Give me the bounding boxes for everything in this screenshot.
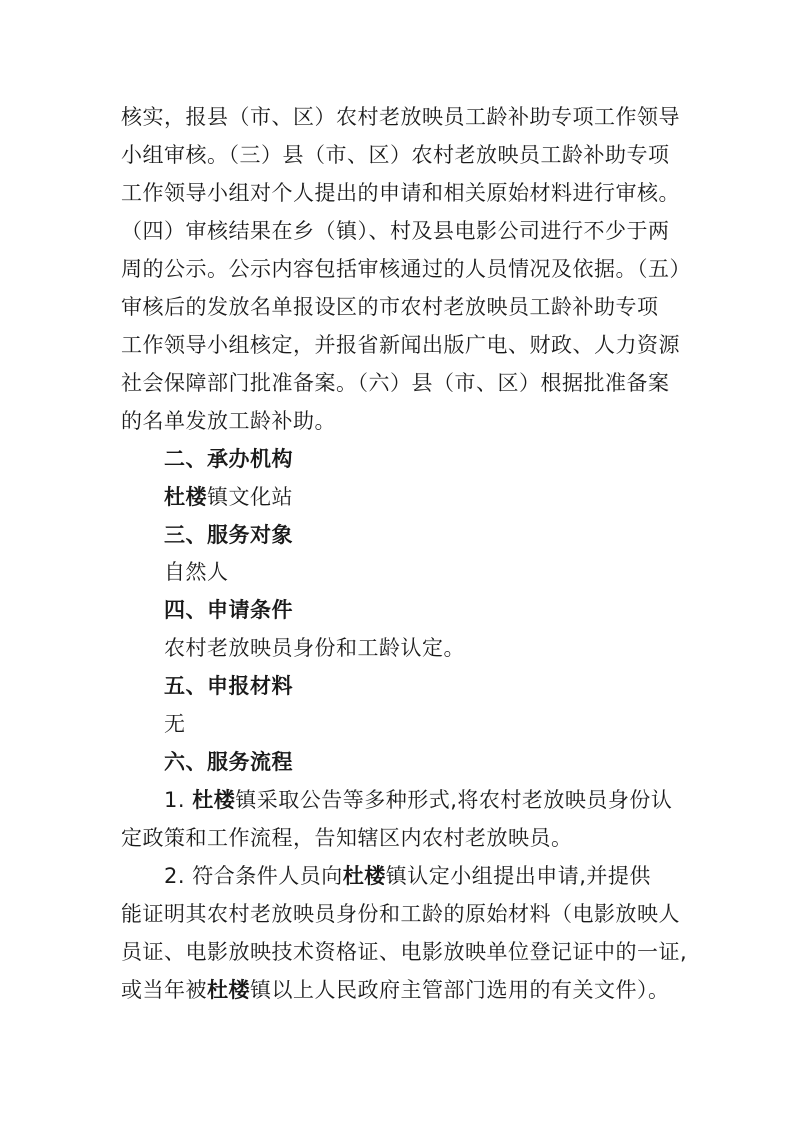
town-name: 杜楼 [164, 485, 207, 509]
step-text: 或当年被 [121, 978, 207, 1002]
paragraph-line: 周的公示。公示内容包括审核通过的人员情况及依据。（五） [121, 257, 691, 281]
agency-name-rest: 镇文化站 [207, 485, 293, 509]
section-heading-conditions: 四、申请条件 [164, 598, 293, 622]
section-heading-materials: 五、申报材料 [164, 674, 293, 698]
section-heading-target: 三、服务对象 [164, 523, 293, 547]
process-step-2-line [121, 976, 681, 1004]
step-text: 2. 符合条件人员向 [164, 864, 343, 888]
section-body-target: 自然人 [164, 560, 229, 584]
process-step-2-line: 能证明其农村老放映员身份和工龄的原始材料（电影放映人 [121, 902, 680, 926]
paragraph-line: 的名单发放工龄补助。 [121, 409, 336, 433]
town-name: 杜楼 [207, 978, 250, 1002]
step-text: 镇认定小组提出申请,并提供 [385, 864, 651, 888]
process-step-2-line: 员证、电影放映技术资格证、电影放映单位登记证中的一证, [121, 940, 688, 964]
step-number: 1. [164, 788, 186, 812]
section-heading-process: 六、服务流程 [164, 750, 293, 774]
town-name: 杜楼 [342, 864, 386, 888]
paragraph-line: 审核后的发放名单报设区的市农村老放映员工龄补助专项 [121, 295, 659, 319]
section-heading-agency: 二、承办机构 [164, 447, 293, 471]
process-step-1-line [164, 786, 724, 814]
town-name: 杜楼 [192, 788, 236, 812]
paragraph-line: （四）审核结果在乡（镇）、村及县电影公司进行不少于两 [121, 219, 670, 243]
section-body-conditions: 农村老放映员身份和工龄认定。 [164, 636, 465, 660]
paragraph-line: 工作领导小组核定，并报省新闻出版广电、财政、人力资源 [121, 333, 680, 357]
paragraph-line: 核实，报县（市、区）农村老放映员工龄补助专项工作领导 [121, 105, 680, 129]
section-body-agency [164, 483, 724, 511]
process-step-2-line [164, 862, 724, 890]
paragraph-line: 社会保障部门批准备案。（六）县（市、区）根据批准备案 [121, 371, 670, 395]
paragraph-line: 工作领导小组对个人提出的申请和相关原始材料进行审核。 [121, 181, 680, 205]
step-text: 镇采取公告等多种形式,将农村老放映员身份认 [235, 788, 673, 812]
process-step-1-line: 定政策和工作流程，告知辖区内农村老放映员。 [121, 826, 573, 850]
step-text: 镇以上人民政府主管部门选用的有关文件）。 [250, 978, 670, 1002]
section-body-materials: 无 [164, 712, 186, 736]
paragraph-line: 小组审核。（三）县（市、区）农村老放映员工龄补助专项 [121, 143, 670, 167]
